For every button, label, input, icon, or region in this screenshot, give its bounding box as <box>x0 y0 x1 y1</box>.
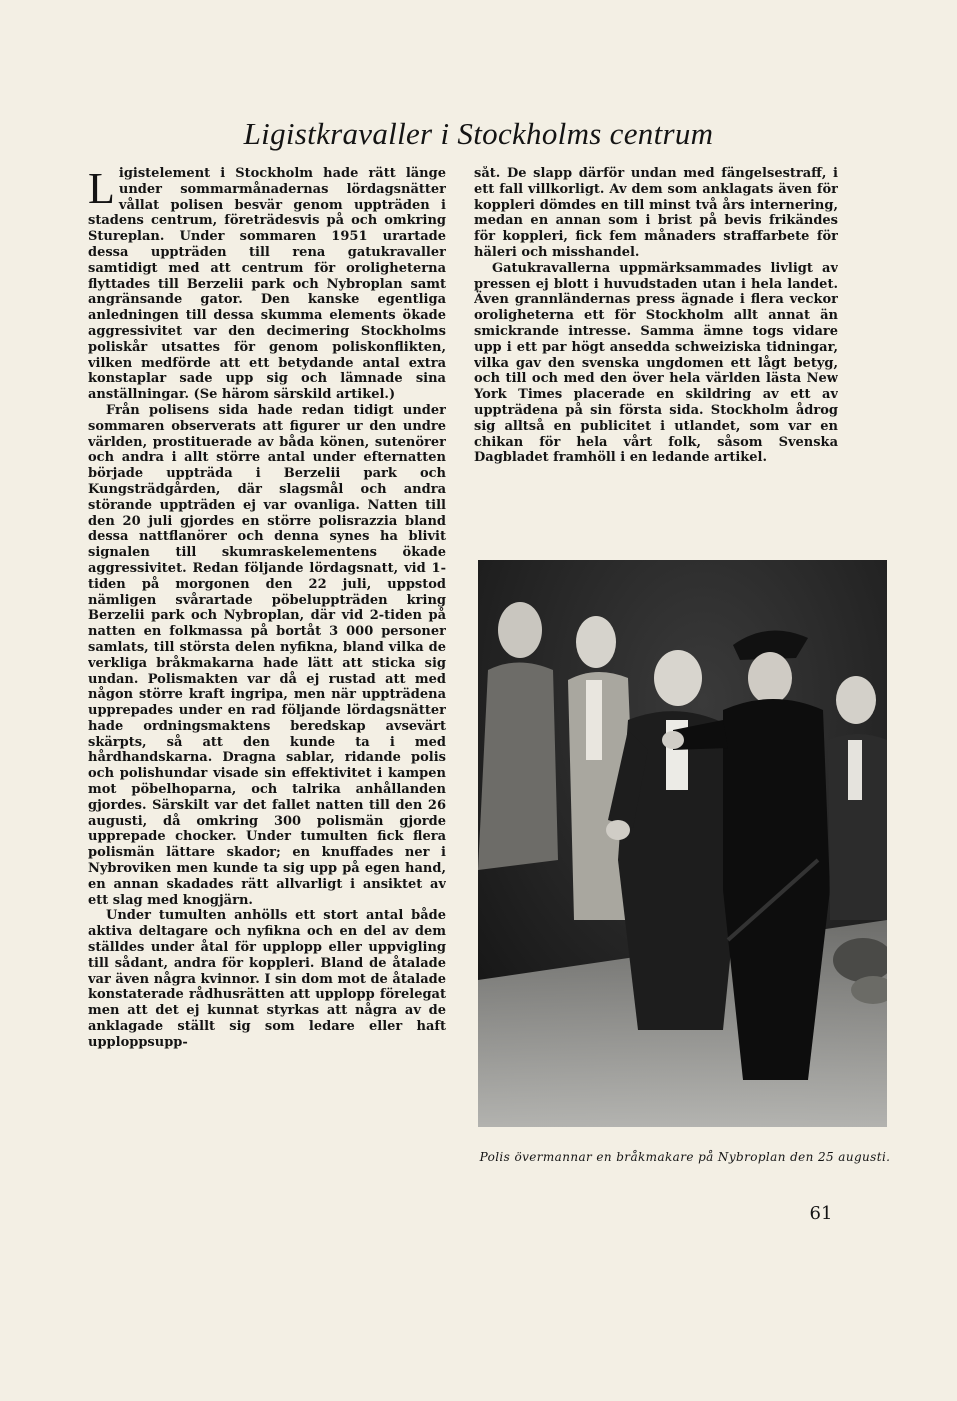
left-column <box>88 166 446 1186</box>
drop-cap: L <box>88 166 115 213</box>
right-column <box>474 166 838 546</box>
paragraph <box>88 166 446 403</box>
paragraph: Gatukravallerna uppmärksammades livligt av pressen ej blott i huvudstaden utan i hela landet. Även grannländernas press ägnade i flera veckor oroligheterna ett för Stockholm allt annat än smickrande intresse. Samma ämne togs vidare upp i ett par högt ansedda schweiziska tidningar, vilka gav den svenska ungdomen ett lågt betyg, och till och med den över hela världen lästa New York Times placerade en skildring av ett av uppträdena på sin första sida. Stockholm ådrog sig alltså en publicitet i utlandet, som var en chikan för hela vårt folk, såsom Svenska Dagbladet framhöll i en ledande artikel. <box>474 260 838 466</box>
paragraph-text: igistelement i Stockholm hade rätt länge under sommarmånadernas lördagsnätter vållat polisen besvär genom uppträden i stadens centrum, företrädesvis på och omkring Stureplan. Under sommaren 1951 urartade dessa uppträden till rena gatukravaller samtidigt med att centrum för oroligheterna flyttades till Berzelii park och Nybroplan samt angränsande gator. Den kanske egentliga anledningen till dessa skumma elements ökade aggressivitet var den decimering Stockholms poliskår utsattes för genom poliskonflikten, vilken medförde att ett betydande antal extra konstaplar sade upp sig och lämnade sina anställningar. (Se härom särskild artikel.) <box>88 166 446 403</box>
paragraph: Under tumulten anhölls ett stort antal både aktiva deltagare och nyfikna och en del av dem ställdes under åtal för upplopp eller uppvigling till sådant, andra för koppleri. Bland de åtalade var även några kvinnor. I sin dom mot de åtalade konstaterade rådhusrätten att upplopp förelegat men att det ej kunnat styrkas att några av de anklagade ställt sig som ledare eller haft upploppsupp- <box>88 908 446 1050</box>
news-photo <box>478 560 887 1127</box>
paragraph: Från polisens sida hade redan tidigt under sommaren observerats att figurer ur den undre världen, prostituerade av båda könen, sutenörer och andra i allt större antal under efternatten började uppträda i Berzelii park och Kungsträdgården, där slagsmål och andra störande uppträden ej var ovanliga. Natten till den 20 juli gjordes en större polisrazzia bland dessa nattflanörer och denna synes ha blivit signalen till skumraskelementens ökade aggressivitet. Redan följande lördagsnatt, vid 1-tiden på morgonen den 22 juli, uppstod nämligen svårartade pöbeluppträden kring Berzelii park och Nybroplan, där vid 2-tiden på natten en folkmassa på bortåt 3 000 personer samlats, till största delen nyfikna, bland vilka de verkliga bråkmakarna hade lätt att sticka sig undan. Polismakten var då ej rustad att med någon större kraft ingripa, men när uppträdena upprepades under en rad följande lördagsnätter hade ordningsmaktens beredskap avsevärt skärpts, så att den kunde ta i med hårdhandskarna. Dragna sablar, ridande polis och polishundar visade sin effektivitet i kampen mot pöbelhoparna, och talrika anhållanden gjordes. Särskilt var det fallet natten till den 26 augusti, då omkring 300 polismän gjorde upprepade chocker. Under tumulten fick flera polismän lättare skador; en knuffades ner i Nybroviken men kunde ta sig upp på egen hand, en annan skadades rätt allvarligt i ansiktet av ett slag med knogjärn. <box>88 402 446 908</box>
article-title: Ligistkravaller i Stockholms centrum <box>243 116 714 151</box>
paragraph: såt. De slapp därför undan med fängelsestraff, i ett fall villkorligt. Av dem som anklagats även för koppleri dömdes en till minst två års internering, medan en annan som i brist på bevis frikändes för koppleri, fick fem månaders straffarbete för häleri och misshandel. <box>474 166 838 260</box>
photo-illustration <box>478 560 887 1127</box>
photo-caption: Polis övermannar en bråkmakare på Nybroplan den 25 augusti. <box>479 1150 891 1164</box>
page-number: 61 <box>809 1203 833 1224</box>
